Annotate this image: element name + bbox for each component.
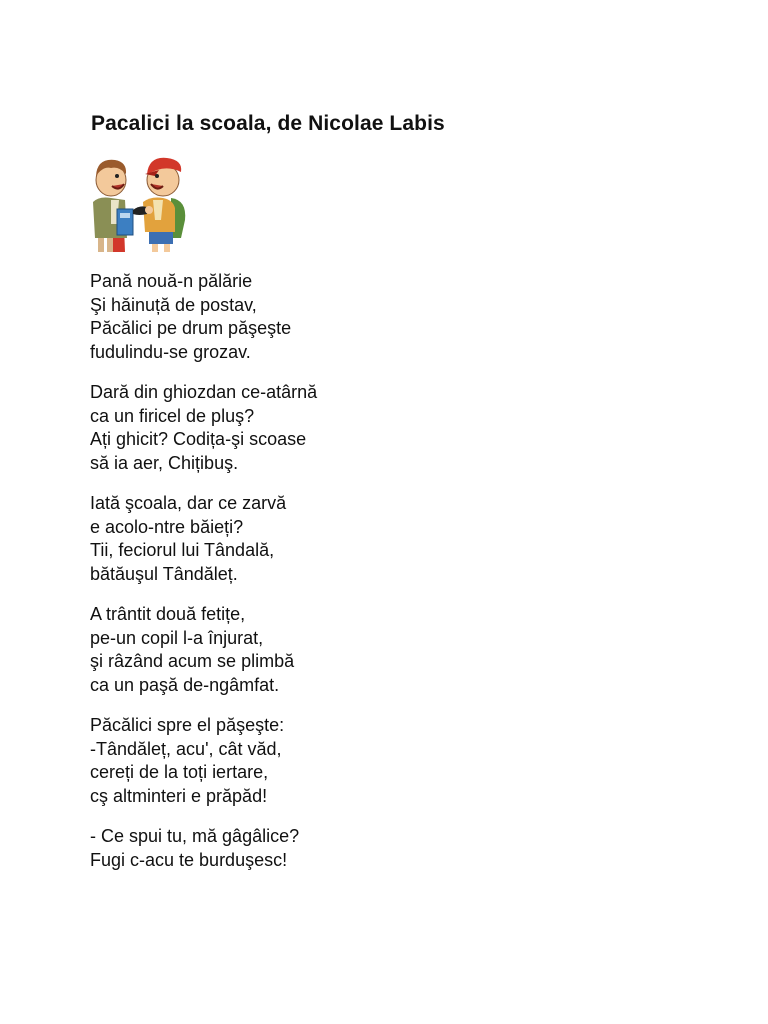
stanza-1 bbox=[90, 270, 690, 364]
stanza-6 bbox=[90, 825, 690, 872]
poem-line: Ați ghicit? Codița-şi scoase bbox=[90, 429, 307, 449]
poem-line: - Ce spui tu, mă gâgâlice? bbox=[90, 826, 300, 846]
poem-line: Păcălici pe drum păşeşte bbox=[90, 318, 292, 338]
two-schoolboys-illustration-icon bbox=[89, 154, 187, 254]
right-boy-figure bbox=[133, 158, 185, 252]
poem-line: Tii, feciorul lui Tândală, bbox=[90, 540, 275, 560]
poem-line: e acolo-ntre băieți? bbox=[90, 516, 244, 537]
poem-line: fudulindu-se grozav. bbox=[90, 341, 251, 362]
poem-line: Păcălici spre el păşeşte: bbox=[90, 715, 285, 735]
poem-line: cş altminteri e prăpăd! bbox=[90, 785, 268, 806]
poem-line: A trântit două fetițe, bbox=[90, 604, 246, 624]
poem-line: Iată şcoala, dar ce zarvă bbox=[90, 493, 287, 513]
poem-line: pe-un copil l-a înjurat, bbox=[90, 627, 264, 648]
poem-body bbox=[90, 270, 690, 889]
stanza-2 bbox=[90, 381, 690, 475]
document-title: Pacalici la scoala, de Nicolae Labis bbox=[91, 112, 445, 135]
stanza-5 bbox=[90, 714, 690, 808]
poem-line: şi râzând acum se plimbă bbox=[90, 651, 295, 671]
poem-line: Şi hăinuță de postav, bbox=[90, 294, 257, 315]
poem-line: Dară din ghiozdan ce-atârnă bbox=[90, 382, 318, 402]
poem-line: cereți de la toți iertare, bbox=[90, 762, 269, 782]
poem-line: ca un paşă de-ngâmfat. bbox=[90, 674, 280, 695]
stanza-3 bbox=[90, 492, 690, 586]
poem-line: -Tândăleț, acu', cât văd, bbox=[90, 738, 282, 759]
poem-line: bătăuşul Tândăleț. bbox=[90, 563, 238, 584]
poem-line: Fugi c-acu te burduşesc! bbox=[90, 849, 288, 870]
poem-line: să ia aer, Chițibuş. bbox=[90, 452, 239, 473]
left-boy-figure bbox=[93, 160, 133, 252]
poem-line: ca un firicel de pluş? bbox=[90, 405, 255, 426]
poem-line: Pană nouă-n pălărie bbox=[90, 271, 253, 291]
stanza-4 bbox=[90, 603, 690, 697]
